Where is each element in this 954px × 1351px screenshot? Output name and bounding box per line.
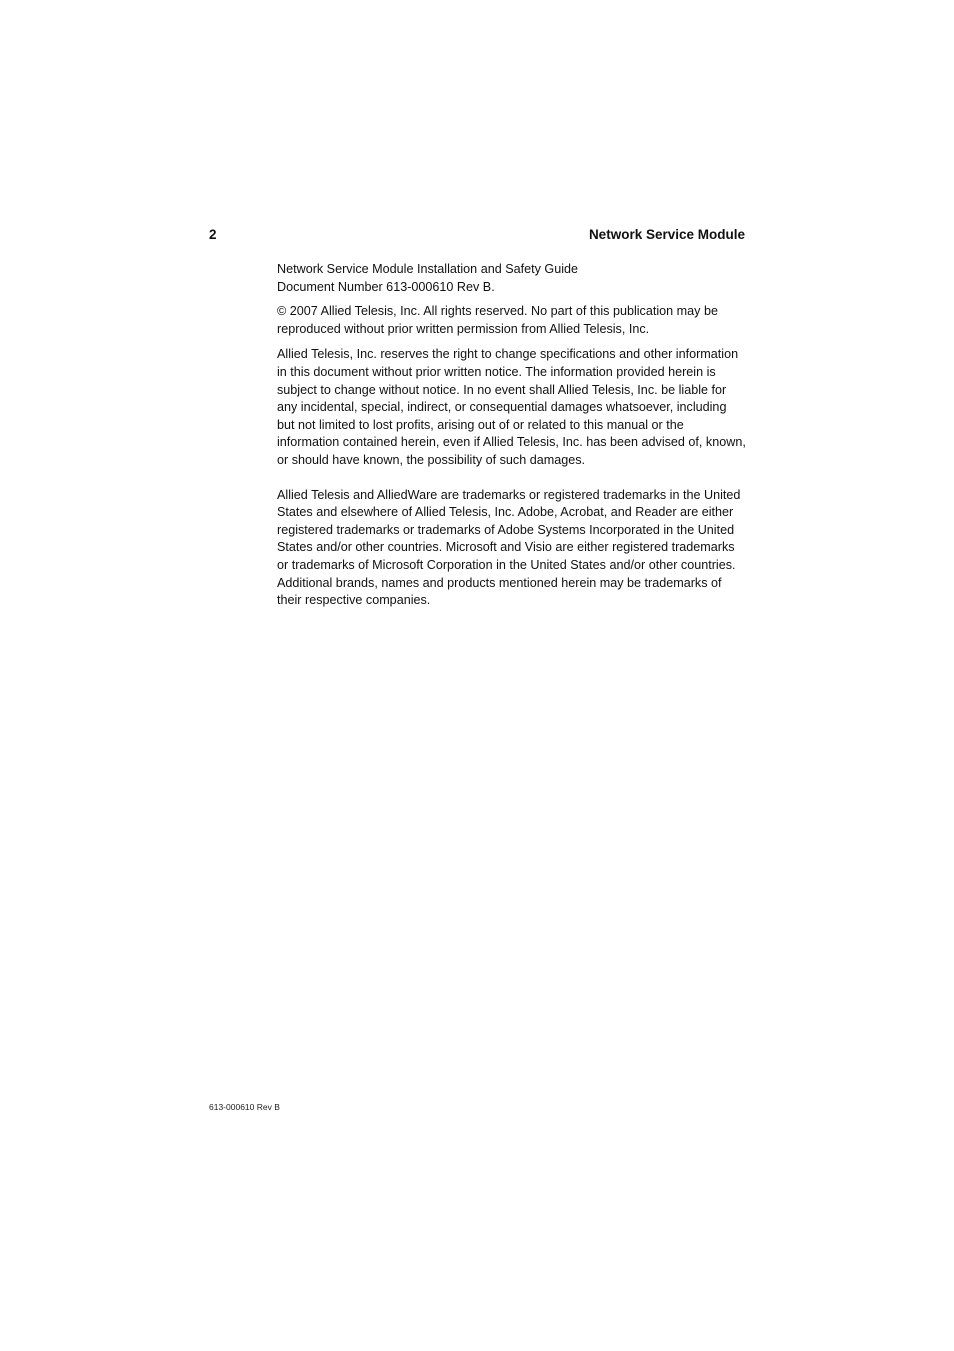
document-title: Network Service Module Installation and Safety Guide (277, 262, 579, 276)
copyright-paragraph: © 2007 Allied Telesis, Inc. All rights reserved. No part of this publication may be reproduced without prior written permission from Allied Telesis, Inc. (277, 304, 718, 336)
title-block (277, 261, 747, 296)
document-number: Document Number 613-000610 Rev B. (277, 279, 495, 294)
page-header (209, 227, 745, 247)
page-number: 2 (209, 227, 217, 242)
trademarks-paragraph: Allied Telesis and AlliedWare are trademarks or registered trademarks in the United States and elsewhere of Allied Telesis, Inc. Adobe, Acrobat, and Reader are either registered trademarks or trademarks of Adobe Systems Incorporated in the United States and/or other countries. Microsoft and Visio are either registered trademarks or trademarks of Microsoft Corporation in the United States and/or other countries. Additional brands, names and products mentioned herein may be trademarks of their respective companies. (277, 487, 741, 608)
running-title: Network Service Module (588, 227, 745, 242)
page-footer: 613-000610 Rev B (209, 1102, 280, 1112)
document-body (277, 261, 747, 610)
disclaimer-paragraph: Allied Telesis, Inc. reserves the right to change specifications and other information in this document without prior written notice. The information provided herein is subject to change without notice. In no event shall Allied Telesis, Inc. be liable for any incidental, special, indirect, or consequential damages whatsoever, including but not limited to lost profits, arising out of or related to this manual or the information contained herein, even if Allied Telesis, Inc. has been advised of, known, or should have known, the possibility of such damages. (277, 347, 746, 467)
